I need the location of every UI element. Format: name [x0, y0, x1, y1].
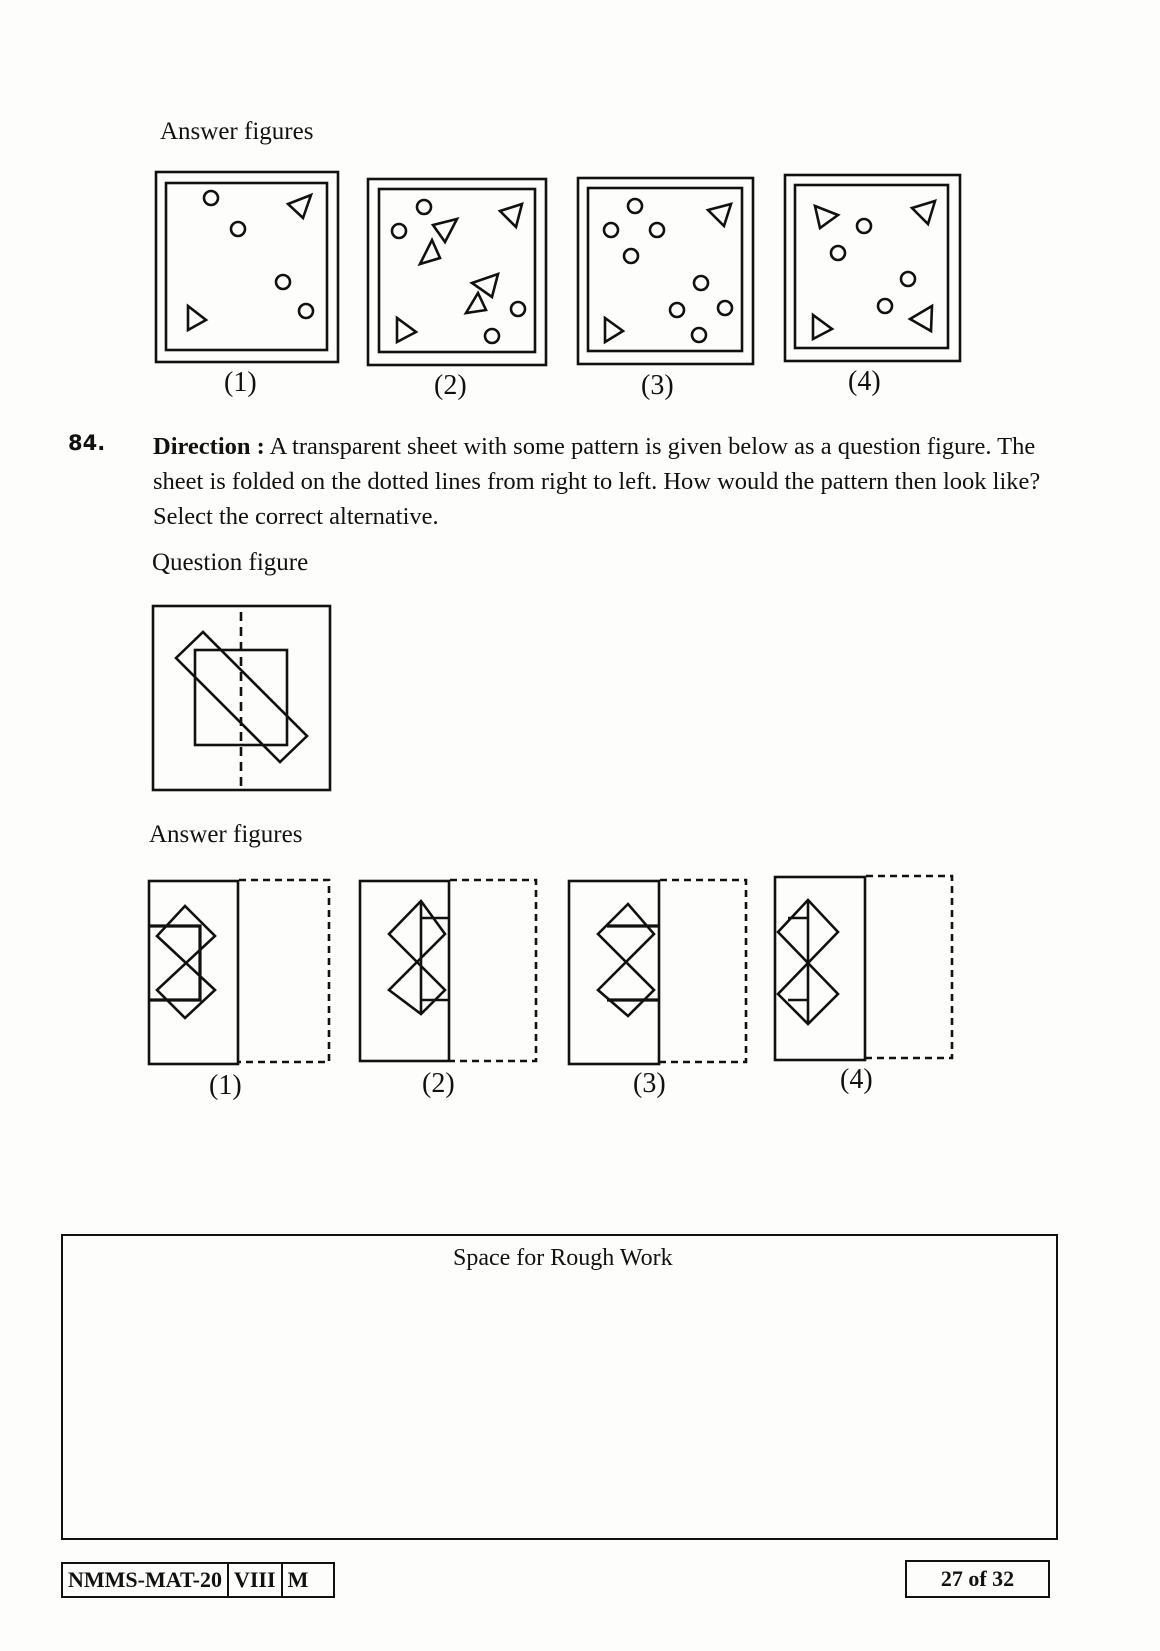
footer-class: VIII	[227, 1564, 281, 1596]
q83-option-1-figure	[156, 172, 338, 362]
footer-medium: M	[281, 1564, 333, 1596]
q84-option-4-figure	[775, 876, 952, 1060]
q83-option-1-label[interactable]: (1)	[224, 367, 257, 398]
q84-option-1-figure	[149, 880, 329, 1064]
q84-option-2-figure	[360, 880, 536, 1061]
footer-page-number: 27 of 32	[940, 1566, 1015, 1591]
q84-option-1-label[interactable]: (1)	[209, 1070, 242, 1101]
q84-option-2-label[interactable]: (2)	[422, 1068, 455, 1099]
q84-option-3-label[interactable]: (3)	[633, 1068, 666, 1099]
q84-direction-label: Direction :	[153, 433, 265, 460]
footer-page-box	[905, 1560, 1050, 1598]
q84-direction-line-2: sheet is folded on the dotted lines from right to left. How would the pattern then look like?	[153, 468, 1041, 495]
q84-direction-line-3: Select the correct alternative.	[153, 503, 439, 530]
q84-question-figure	[153, 606, 330, 790]
q84-direction-line-1	[153, 429, 1035, 464]
q84-number: 84.	[68, 431, 106, 455]
q83-option-2-label[interactable]: (2)	[434, 370, 467, 401]
rough-work-box[interactable]	[61, 1234, 1058, 1540]
q84-option-4-label[interactable]: (4)	[840, 1064, 873, 1095]
q83-option-4-figure	[785, 175, 960, 361]
q83-option-4-label[interactable]: (4)	[848, 366, 881, 397]
q83-option-2-figure	[368, 179, 546, 365]
footer-code: NMMS-MAT-20	[68, 1567, 222, 1592]
q83-option-3-figure	[578, 178, 753, 364]
q84-direction-text-1: A transparent sheet with some pattern is given below as a question figure. The	[269, 433, 1036, 460]
q83-answer-heading: Answer figures	[160, 118, 314, 145]
q84-answer-heading: Answer figures	[149, 821, 303, 848]
q84-option-3-figure	[569, 880, 746, 1064]
q84-question-heading: Question figure	[152, 549, 309, 576]
q83-answer-figures	[0, 0, 1160, 420]
footer-code-box	[61, 1562, 335, 1598]
q83-option-3-label[interactable]: (3)	[641, 370, 674, 401]
rough-work-label: Space for Rough Work	[453, 1245, 673, 1271]
